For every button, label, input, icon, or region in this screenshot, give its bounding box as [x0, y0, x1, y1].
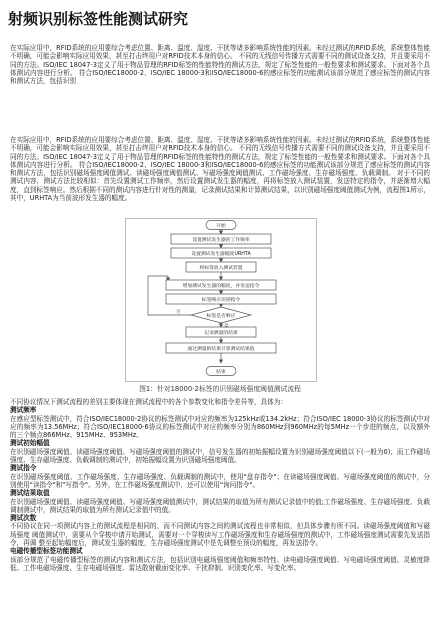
flowchart-label-3: 将标签放入测试装置 — [199, 265, 243, 271]
flowchart-label-6: 标签是否响应 — [206, 313, 236, 319]
section-heading-4: 测试次数 — [10, 514, 37, 523]
section-text-3: 在识别磁场强度阈值、读磁场强度阈值、写磁场强度阈值测试中，测试结果的取值为所有测试记录值中的值;工作磁场强度、生存磁场强度、负载调制测试中，测试结果的取值为所有测试记录值中的值。 — [10, 497, 430, 514]
flowchart-yes-label: 是 — [224, 324, 229, 329]
section-items — [10, 406, 430, 572]
article-title: 射频识别标签性能测试研究 — [8, 10, 189, 28]
flowchart-no-label: 否 — [176, 310, 181, 315]
section-text-2: 在识别磁场强度阈值、工作磁场强度、生存磁场强度、负载调制的测试中，使用"盘存指令"；在读磁场强度阈值、写磁场强度阈值的测试中，分别使用"读指令"和"写指令"。另外，在工作磁场强度测试中，还可以使用"询问指令"。 — [10, 472, 430, 489]
protocol-differences-section — [10, 398, 430, 620]
flowchart-label-4: 增加测试发生器的幅度，并发送指令 — [182, 283, 260, 289]
section-heading-1: 测试初始幅值 — [10, 439, 50, 448]
flowchart-label-0: 开始 — [216, 223, 226, 229]
flowchart-label-2: 设置测试发生器幅度URHTA — [191, 251, 251, 257]
section-intro: 不同协议情况下测试流程的差别主要体现在测试流程中的各个参数变化和指令差异等，具体为： — [10, 398, 287, 406]
section-text-5: 该部分规范了电磁传播型标签的测试内容和测试方法，包括识别电磁场强度阈值和频率特性、读电磁场强度阈值、写电磁场强度阈值、灵敏度降低、工作电磁场强度、生存电磁场强度、雷达散射截面变化率、干扰抑制、识别变化率、写变化率。 — [10, 555, 430, 572]
flowchart-label-9: 结束 — [216, 369, 226, 375]
flowchart-label-5: 标签响应识别指令 — [201, 297, 241, 303]
flowchart-label-1: 设置测试发生器的工作频率 — [192, 237, 250, 243]
intro-paragraph: 在实际应用中，RFID系统的应用要综合考虑位置、距离、温度、湿度、干扰等诸多影响系统性能的因素。未经过测试的RFID系统，系统整体性能不明确，可能会影响实际应用效果，甚至打击终用户对RFID技术本身的信心。 不同的无线信号传播方式需要不同的测试设备支持，并且要采用不同的方法。ISO/IEC 18047-3定义了用于物品管理的RFID标签的性能特性的测试方法，规定了标签性能的一般性要求和测试要求。下面对各个具体测试内容进行分析。 符合ISO/IEC18000-2、ISO/IEC 18000-3和ISO/IEC18000-6的感应标签的功能测试该部分规范了感应标签的测试内容和测试方法，包括识别 — [10, 44, 430, 86]
figure-caption: 图1：针对18000-2标签的识别磁场强度阈值测试流程 — [139, 385, 301, 393]
body-paragraph: 在实际应用中，RFID系统的应用要综合考虑位置、距离、温度、湿度、干扰等诸多影响系统性能的因素。未经过测试的RFID系统，系统整体性能不明确，可能会影响实际应用效果，甚至打击终用户对RFID技术本身的信心。 不同的无线信号传播方式需要不同的测试设备支持，并且要采用不同的方法。ISO/IEC 18047-3定义了用于物品管理的RFID标签的性能特性的测试方法，规定了标签性能的一般性要求和测试要求。下面对各个具体测试内容进行分析。 符合ISO/IEC18000-2、ISO/IEC 18000-3和ISO/IEC18000-6的感应标签的功能测试该部分规范了感应标签的测试内容和测试方法，包括识别磁场强度阈值测试、读磁场强度阈值测试、写磁场强度阈值测试、工作磁场强度、生存磁场强度、负载调制。 对于不同的测试内容，测试方法比较相似：首先设置测试工作频率，然后设置测试发生器的幅度，再将标签放入测试装置，发送特定的指令，并逐渐增大幅度，直到标签响应。然后根据不同的测试内容进行针对性的测量，记录测试结果和计算测试结果，以识别磁场强度阈值测试为例，流程图1所示，其中，URHTA为当前波形发生器的幅度。 — [10, 136, 430, 203]
section-text-4: 不同协议在同一项测试内容上的测试流程是相同的，而不同测试内容之间的测试流程也非常相似，但具体步骤有所不同。读磁场强度阈值和写磁场强度 阈值测试中，需要从个穿梭申请开始测试，需要对一个穿梭读写工作磁场强度和生存磁场强度的测试中，工作磁场强度测试需要先发送指令，再调 整至起始幅度后，测试发生器的幅度，生存磁场强度测试中是先调整至预设的幅度，再发送指令。 — [10, 522, 430, 548]
section-heading-2: 测试指令 — [10, 464, 37, 473]
section-heading-3: 测试结果取值 — [10, 489, 50, 498]
flowchart-figure — [125, 218, 317, 382]
section-text-1: 在识别磁场强度阈值、读磁场强度阈值、写磁场强度阈值的测试中，信号发生器的初始振幅设置为识别磁场强度阈值以下(一般为0)；而工作磁场强度、生存磁场强度、负载调制的测试中，初始振幅设置为识别磁场强度阈值。 — [10, 447, 430, 465]
flowchart-label-8: 通过测量的结果计算测试结果值 — [187, 346, 255, 352]
section-heading-5: 电磁传播型标签功能测试 — [10, 547, 83, 556]
section-text-0: 在感应型标签测试中，符合ISO/IEC18000-2协议的标签测试中对应的频率为125kHz或134.2kHz；符合ISO/IEC 18000-3协议的标签测试中对应的频率为13.56MHz；符合ISO/IEC18000-6协议的标签测试中对应的频率分别为860MHz到960MHz的每5MHz一个步进的频点，以及额外的三个频点866MHz、915MHz、953MHz。 — [10, 414, 430, 440]
flowchart-svg — [126, 219, 316, 381]
flowchart-label-7: 记录测量的结果 — [204, 330, 238, 336]
section-heading-0: 测试频率 — [10, 406, 37, 415]
